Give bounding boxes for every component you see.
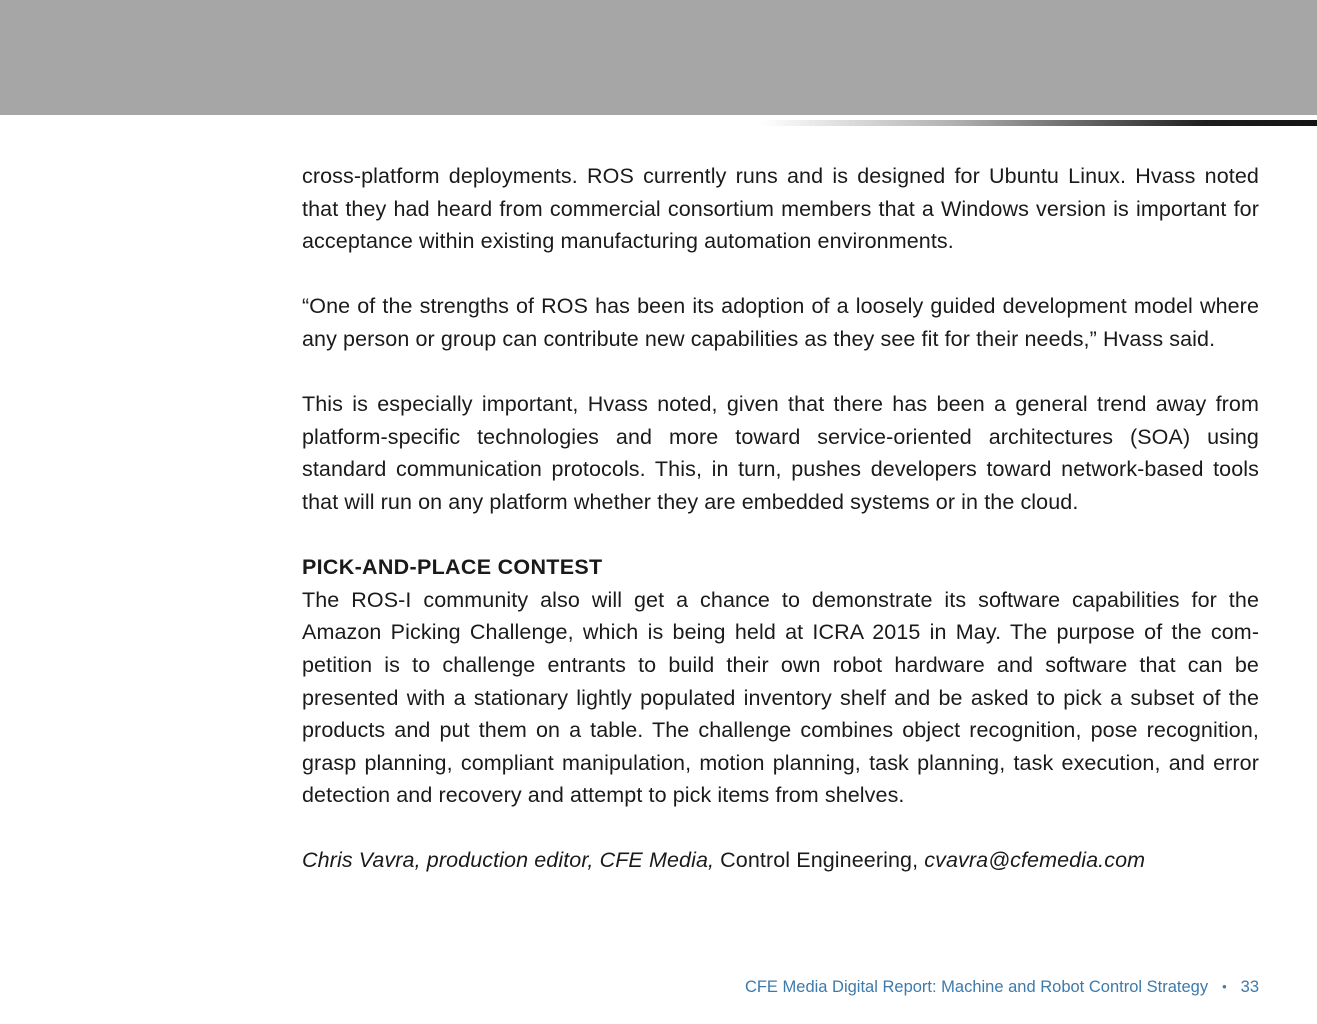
byline: [302, 844, 1259, 877]
paragraph-picking-challenge: The ROS-I community also will get a chance to demonstrate its software capabilities for the Amazon Picking Challenge, which is being held at ICRA 2015 in May. The purpose of the competition is to challenge entrants to build their own robot hardware and software that can be presented with a stationary lightly populated inventory shelf and be asked to pick a subset of the products and put them on a table. The challenge combines object recognition, pose recognition, grasp planning, compliant manipulation, motion planning, task planning, task execution, and error detection and recovery and attempt to pick items from shelves.: [302, 587, 1259, 808]
paragraph-hvass-quote: “One of the strengths of ROS has been its adoption of a loosely guided development model where any person or group can contribute new capabilities as they see fit for their needs,” Hvass said.: [302, 294, 1259, 351]
footer-separator-bullet: •: [1222, 979, 1227, 994]
section-heading: PICK-AND-PLACE CONTEST: [302, 555, 603, 580]
paragraph-cross-platform: cross-platform deployments. ROS currently runs and is designed for Ubuntu Linux. Hvass noted that they had heard from commercial consortium members that a Windows version is important for acceptance within existing manufacturing automation environments.: [302, 164, 1259, 254]
byline-author: Chris Vavra, production editor, CFE Media,: [302, 848, 715, 873]
page-footer: [745, 978, 1259, 997]
header-gradient-rule: [760, 120, 1317, 126]
byline-publication: Control Engineering,: [720, 848, 919, 873]
header-band: [0, 0, 1317, 115]
paragraph-soa-trend: This is especially important, Hvass noted, given that there has been a general trend away from platform-specific technologies and more toward service-oriented architectures (SOA) using standard communication protocols. This, in turn, pushes developers toward network-based tools that will run on any platform whether they are embedded systems or in the cloud.: [302, 392, 1259, 514]
footer-page-number: 33: [1240, 978, 1259, 996]
footer-report-title: CFE Media Digital Report: Machine and Robot Control Strategy: [744, 978, 1209, 996]
article-body: [302, 160, 1259, 910]
byline-email[interactable]: cvavra@cfemedia.com: [924, 848, 1146, 873]
